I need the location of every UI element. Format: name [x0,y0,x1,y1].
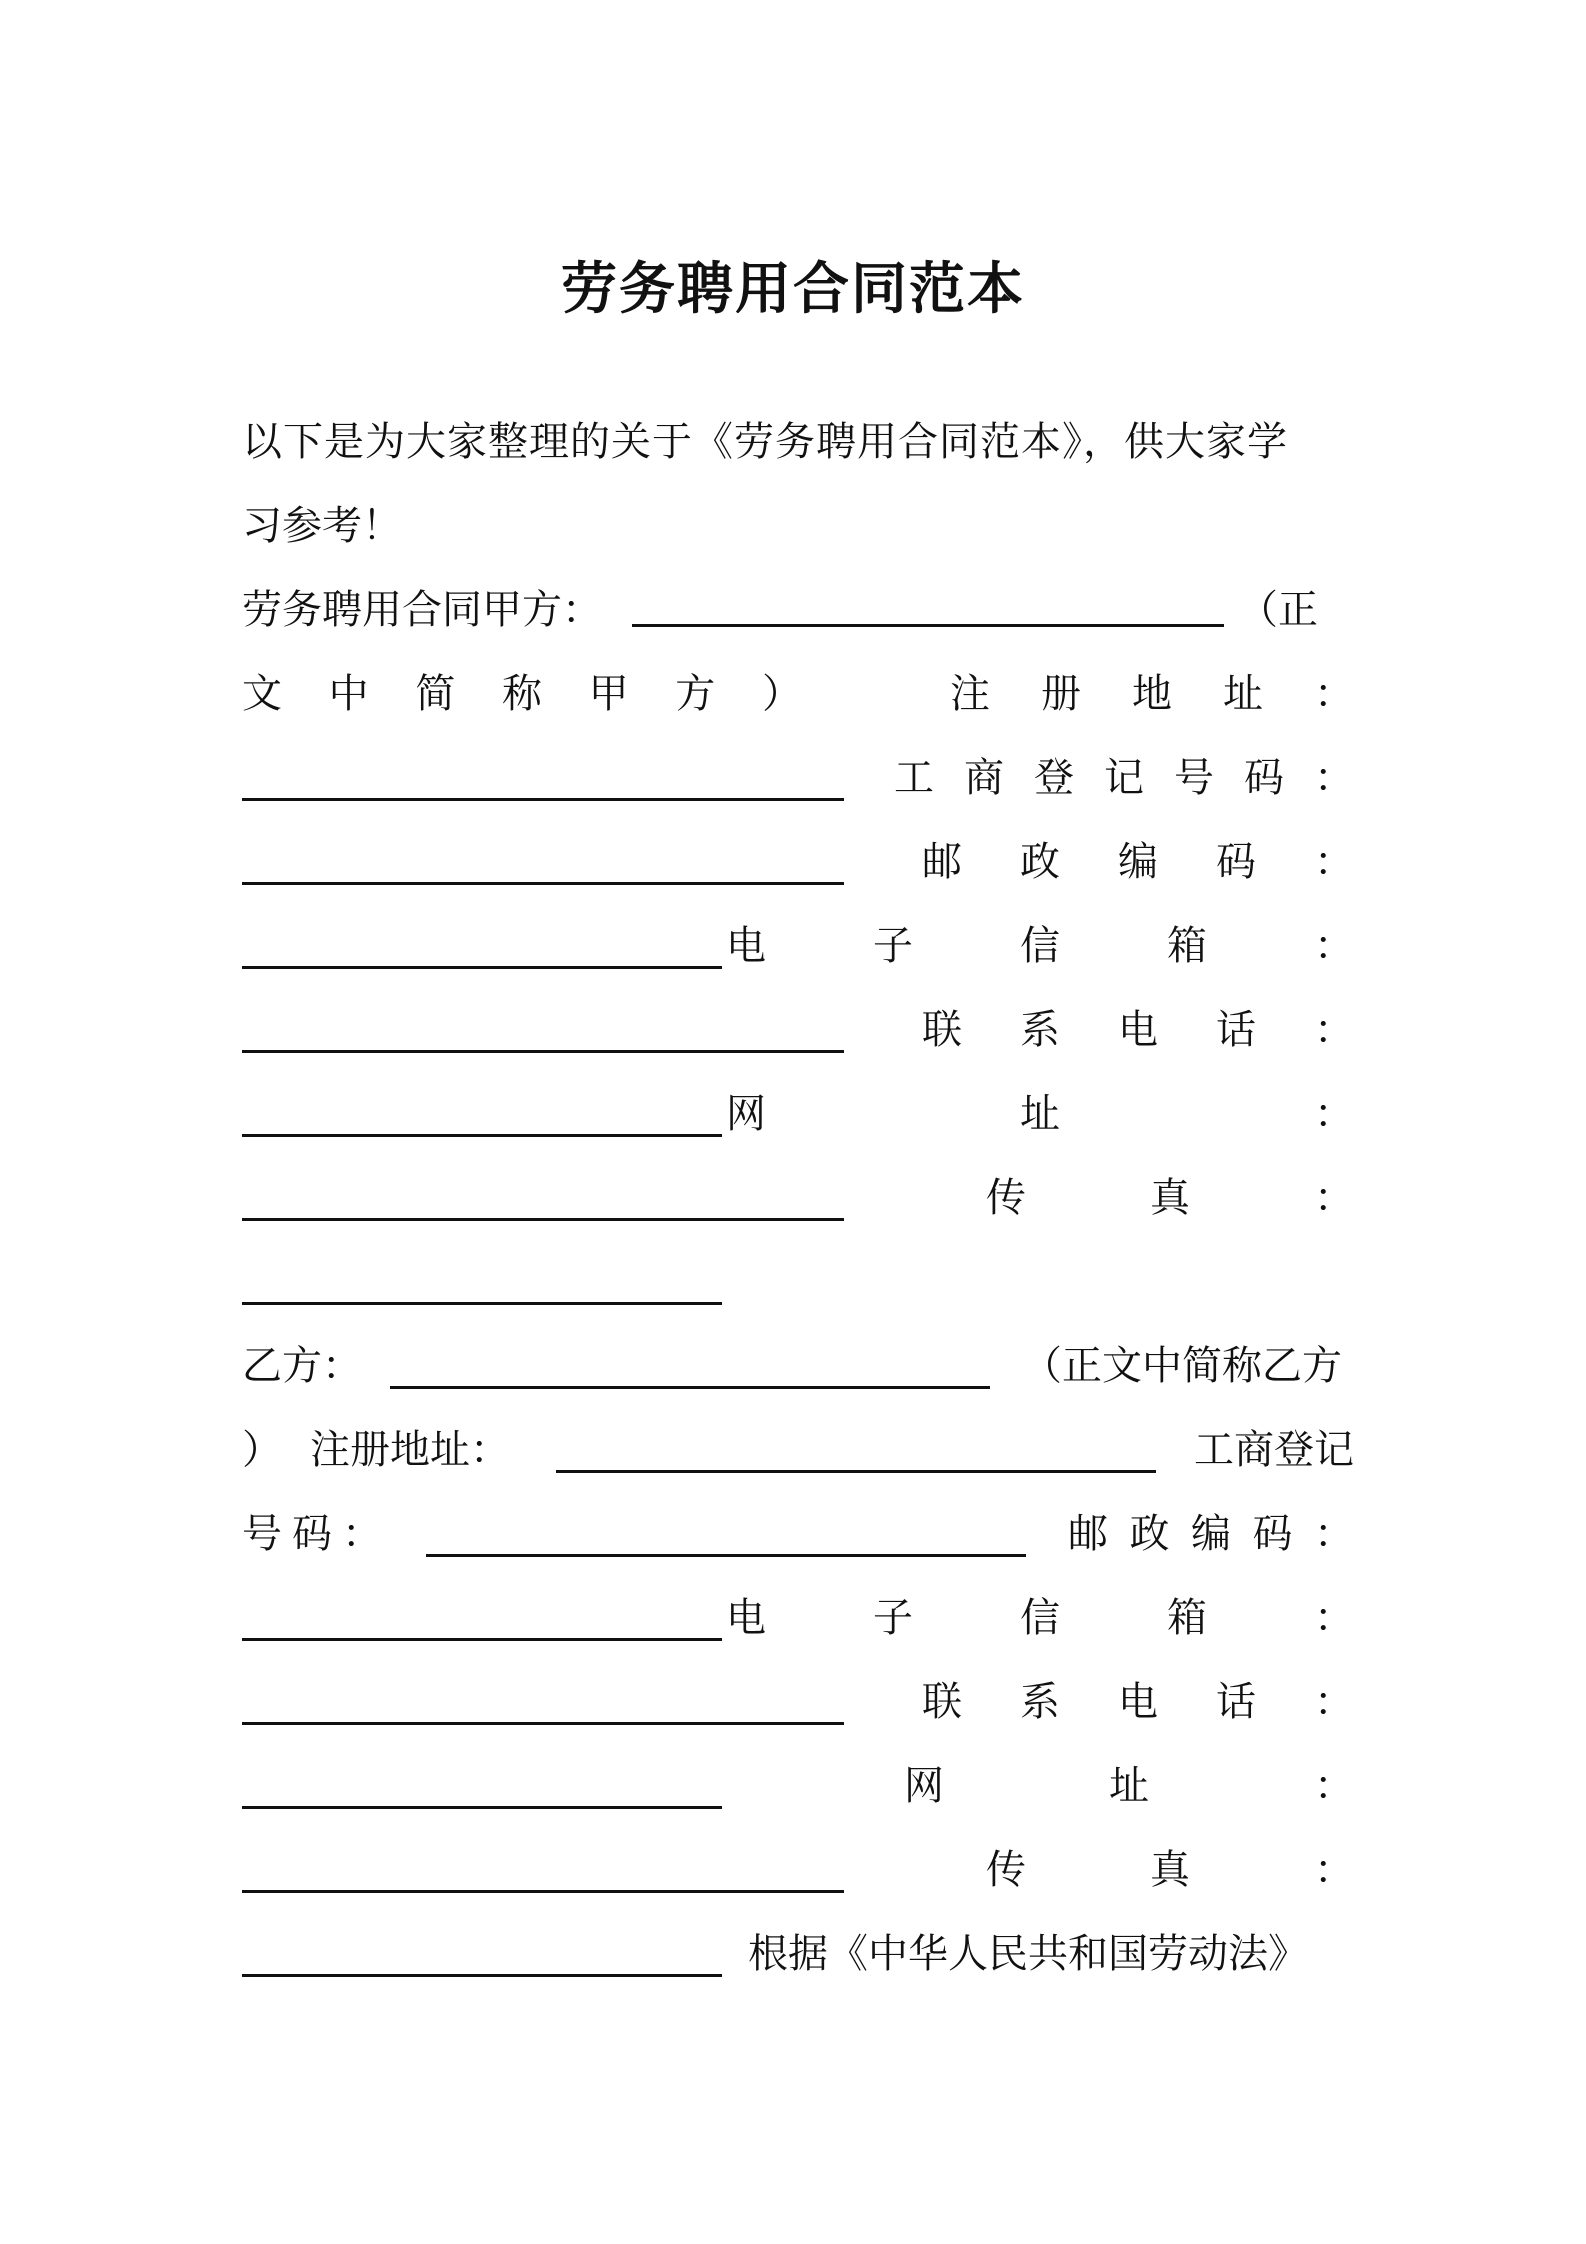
law-reference-line [242,1912,1354,1996]
party-b-fax-line [242,1828,1354,1912]
party-b-biz-reg-line [242,1492,1354,1576]
party-b-paren-text: （正文中简称乙方 [1022,1343,1342,1389]
party-a-postcode-label: 邮 政 编 码 ： [922,839,1354,885]
document-title: 劳务聘用合同范本 [561,257,1025,322]
party-b-fax-label: 传 真 ： [986,1847,1354,1893]
party-a-reg-addr-blank [242,758,844,801]
law-reference: 根据《中华人民共和国劳动法》 [748,1931,1308,1977]
party-a-postcode-line [242,820,1354,904]
party-a-name-blank [632,584,1224,627]
party-b-website-line [242,1744,1354,1828]
party-a-phone-line [242,988,1354,1072]
party-a-website-blank [242,1178,844,1221]
party-a-fax-blank [242,1262,722,1305]
intro-line-2: 习参考！ [242,503,402,549]
party-b-fax-blank [242,1934,722,1977]
party-a-fax-line [242,1156,1354,1240]
party-a-name-line [242,568,1354,652]
party-b-name-blank [390,1346,990,1389]
party-a-email-blank [242,1010,844,1053]
party-b-reg-addr-label: 注册地址： [310,1427,510,1473]
party-a-label: 劳务聘用合同甲方： [242,587,602,633]
party-b-phone-blank [242,1766,722,1809]
party-a-biz-reg-label: 工 商 登 记 号 码 ： [894,755,1354,801]
party-b-label: 乙方： [242,1343,362,1389]
party-b-email-blank [242,1682,844,1725]
party-b-reg-addr-blank [556,1430,1156,1473]
intro-line-1: 以下是为大家整理的关于《劳务聘用合同范本》，供大家学 [242,419,1288,465]
party-a-paren-start: （正 [1238,587,1318,633]
party-b-reg-addr-line [242,1408,1354,1492]
party-b-biz-reg-label-part2: 号 码 ： [242,1511,382,1557]
party-a-fax-blank-line [242,1240,1354,1324]
party-b-website-blank [242,1850,844,1893]
party-b-biz-reg-blank [426,1514,1026,1557]
party-b-close-paren: ） [242,1427,282,1473]
party-a-postcode-blank [242,926,722,969]
party-a-biz-reg-blank [242,842,844,885]
party-a-abbr-line [242,652,1354,736]
party-a-biz-reg-line [242,736,1354,820]
party-b-phone-label: 联 系 电 话 ： [922,1679,1354,1725]
party-b-biz-reg-label-part1: 工商登记 [1194,1427,1354,1473]
party-a-fax-label: 传 真 ： [986,1175,1354,1221]
party-b-phone-line [242,1660,1354,1744]
party-b-postcode-blank [242,1598,722,1641]
party-b-name-line [242,1324,1354,1408]
party-b-email-label: 电 子 信 箱 ： [726,1595,1354,1641]
party-a-website-label: 网 址 ： [726,1091,1354,1137]
party-a-email-line [242,904,1354,988]
party-a-website-line [242,1072,1354,1156]
party-a-email-label: 电 子 信 箱 ： [726,923,1354,969]
party-b-postcode-label: 邮 政 编 码 ： [1068,1511,1354,1557]
party-a-phone-blank [242,1094,722,1137]
party-a-abbr: 文 中 简 称 甲 方 ） [242,671,802,717]
party-a-reg-addr-label: 注 册 地 址 ： [950,671,1354,717]
party-b-email-line [242,1576,1354,1660]
party-a-phone-label: 联 系 电 话 ： [922,1007,1354,1053]
party-b-website-label: 网 址 ： [904,1763,1354,1809]
